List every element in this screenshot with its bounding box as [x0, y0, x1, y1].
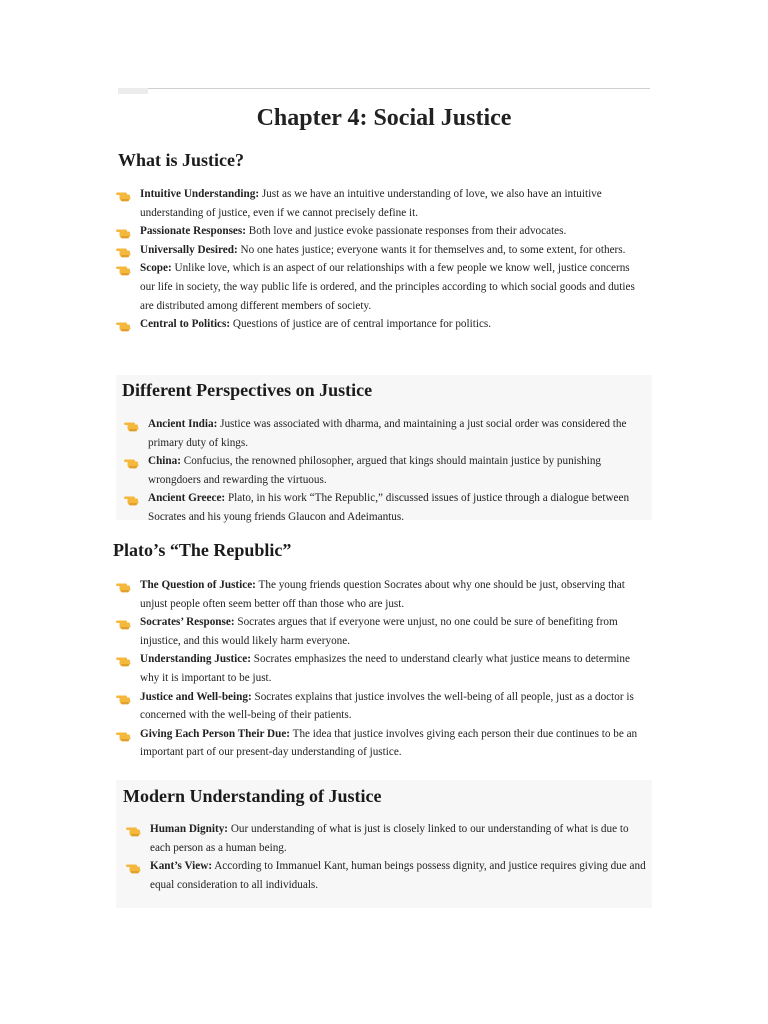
section-different-perspectives: [116, 375, 652, 523]
item-term: Kant’s View:: [150, 860, 213, 873]
item-term: Intuitive Understanding:: [140, 188, 260, 200]
bullet-list: [116, 185, 636, 334]
item-term: Passionate Responses:: [140, 225, 246, 238]
item-term: Central to Politics:: [140, 318, 231, 331]
bullet-list: [126, 820, 648, 894]
item-term: China:: [148, 455, 181, 468]
list-item: [126, 857, 648, 894]
document-page: [113, 90, 652, 910]
item-term: Justice and Well-being:: [140, 690, 252, 703]
item-term: Understanding Justice:: [140, 653, 251, 666]
item-text: Socrates emphasizes the need to understand clearly what justice means to determine why it is important to be just.: [140, 653, 630, 684]
pointing-hand-icon: [126, 858, 144, 874]
chapter-title: Chapter 4: Social Justice: [256, 105, 512, 131]
list-item: [116, 241, 636, 260]
list-item: [116, 222, 636, 241]
list-item: [116, 315, 636, 334]
pointing-hand-icon: [116, 186, 134, 202]
list-item: [116, 259, 636, 315]
item-text: Plato, in his work “The Republic,” discussed issues of justice through a dialogue between Socrates and his young friends Glaucon and Adeimantus.: [148, 492, 630, 523]
item-text: Unlike love, which is an aspect of our relationships with a few people we know well, justice concerns our life in society, the way public life is ordered, and the principles according to which social goods and duties are distributed among different members of society.: [140, 262, 635, 312]
list-item: [116, 650, 650, 687]
item-term: Ancient Greece:: [148, 492, 226, 505]
item-term: Ancient India:: [148, 418, 218, 430]
section-heading: Different Perspectives on Justice: [122, 380, 373, 400]
item-text: Socrates argues that if everyone were unjust, no one could be sure of benefiting from injustice, and this would likely harm everyone.: [140, 616, 618, 647]
item-text: No one hates justice; everyone wants it for themselves and, to some extent, for others.: [237, 243, 626, 256]
item-term: Socrates’ Response:: [140, 616, 235, 629]
section-heading: What is Justice?: [118, 150, 244, 170]
pointing-hand-icon: [116, 726, 134, 742]
item-term: Scope:: [140, 262, 172, 275]
list-item: [124, 489, 648, 526]
item-text: According to Immanuel Kant, human beings possess dignity, and justice requires giving due and equal consideration to all individuals.: [150, 860, 646, 891]
item-text: Justice was associated with dharma, and maintaining a just social order was considered the primary duty of kings.: [148, 418, 627, 449]
item-term: Universally Desired:: [140, 243, 238, 256]
list-item: [116, 185, 636, 222]
pointing-hand-icon: [126, 821, 144, 837]
list-item: [124, 415, 648, 452]
item-text: The idea that justice involves giving each person their due continues to be an important part of our present-day understanding of justice.: [140, 727, 638, 759]
pointing-hand-icon: [124, 416, 142, 432]
list-item: [116, 576, 650, 613]
pointing-hand-icon: [116, 614, 134, 630]
item-text: The young friends question Socrates about why one should be just, observing that unjust people often seem better off than those who are just.: [140, 579, 625, 610]
item-text: Our understanding of what is just is closely linked to our understanding of what is due to each person as a human being.: [150, 823, 629, 854]
pointing-hand-icon: [116, 577, 134, 593]
item-text: Both love and justice evoke passionate responses from their advocates.: [245, 225, 567, 238]
item-text: Just as we have an intuitive understanding of love, we also have an intuitive understanding of justice, even if we cannot precisely define it.: [140, 188, 602, 219]
bullet-list: [116, 576, 650, 762]
item-term: Giving Each Person Their Due:: [140, 727, 291, 740]
list-item: [124, 452, 648, 489]
section-heading: Modern Understanding of Justice: [123, 786, 382, 806]
list-item: [126, 820, 648, 857]
section-platos-republic: [113, 530, 652, 770]
pointing-hand-icon: [124, 453, 142, 469]
section-heading: Plato’s “The Republic”: [113, 540, 292, 560]
item-term: The Question of Justice:: [140, 579, 256, 591]
pointing-hand-icon: [116, 242, 134, 258]
pointing-hand-icon: [116, 223, 134, 239]
list-item: [116, 688, 650, 725]
item-text: Socrates explains that justice involves the well-being of all people, just as a doctor is concerned with the well-being of their patients.: [140, 690, 634, 722]
section-what-is-justice: [116, 140, 652, 358]
list-item: [116, 613, 650, 650]
section-modern-understanding: [116, 780, 652, 908]
bullet-list: [124, 415, 648, 527]
item-term: Human Dignity:: [150, 823, 229, 835]
pointing-hand-icon: [116, 260, 134, 276]
list-item: [116, 725, 650, 762]
item-text: Questions of justice are of central importance for politics.: [230, 318, 492, 331]
pointing-hand-icon: [124, 490, 142, 506]
pointing-hand-icon: [116, 316, 134, 332]
item-text: Confucius, the renowned philosopher, argued that kings should maintain justice by punishing wrongdoers and rewarding the virtuous.: [148, 455, 602, 486]
pointing-hand-icon: [116, 651, 134, 667]
top-border-line: [148, 88, 650, 89]
pointing-hand-icon: [116, 689, 134, 705]
